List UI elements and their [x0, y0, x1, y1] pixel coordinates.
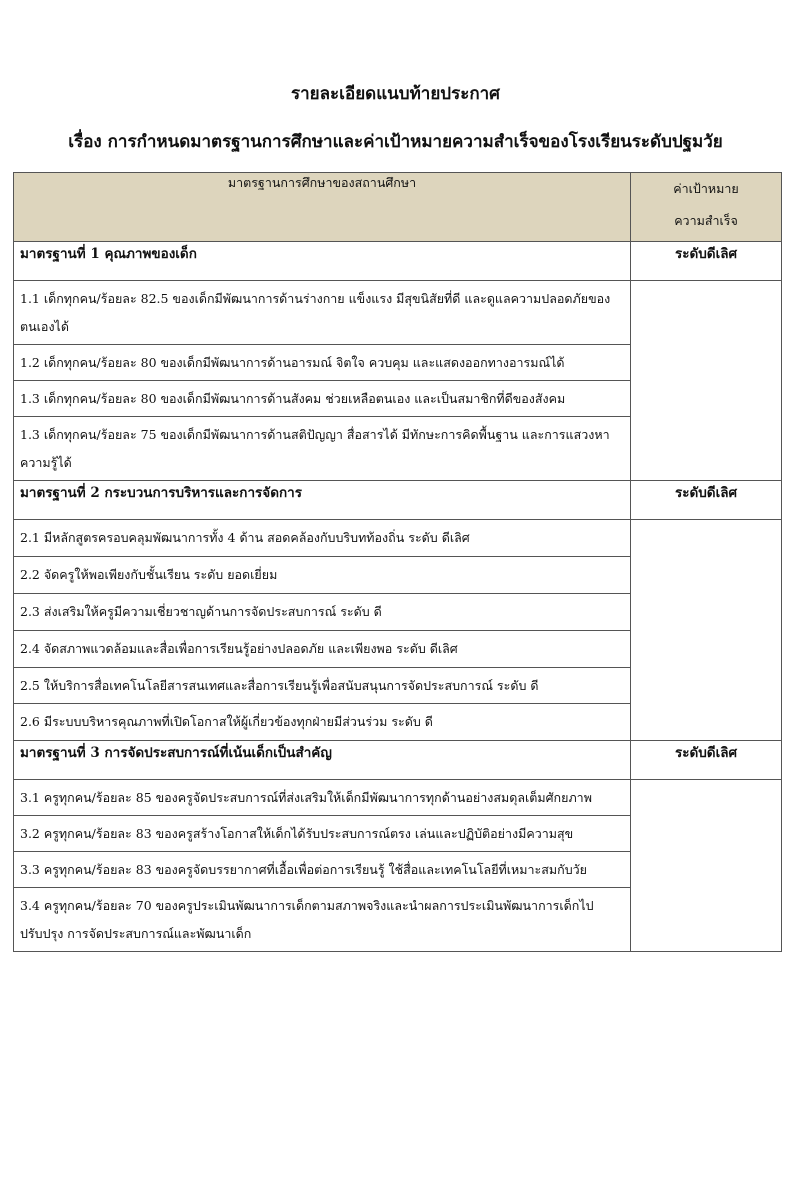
item-text: 3.3 ครูทุกคน/ร้อยละ 83 ของครูจัดบรรยากาศที่เอื้อเพื่อต่อการเรียนรู้ ใช้สื่อและเทคโนโลยีที่เหมาะสมกับวัย	[14, 852, 631, 888]
item-text: 3.1 ครูทุกคน/ร้อยละ 85 ของครูจัดประสบการณ์ที่ส่งเสริมให้เด็กมีพัฒนาการทุกด้านอย่างสมดุลเต็มศักยภาพ	[14, 780, 631, 816]
header-target-line1: ค่าเป้าหมาย	[673, 181, 739, 196]
header-target	[631, 173, 782, 242]
item-text: 1.3 เด็กทุกคน/ร้อยละ 80 ของเด็กมีพัฒนาการด้านสังคม ช่วยเหลือตนเอง และเป็นสมาชิกที่ดีของสังคม	[14, 381, 631, 417]
item-text: 3.2 ครูทุกคน/ร้อยละ 83 ของครูสร้างโอกาสให้เด็กได้รับประสบการณ์ตรง เล่นและปฏิบัติอย่างมีความสุข	[14, 816, 631, 852]
item-text: 1.3 เด็กทุกคน/ร้อยละ 75 ของเด็กมีพัฒนาการด้านสติปัญญา สื่อสารได้ มีทักษะการคิดพื้นฐาน และการแสวงหาความรู้ได้	[14, 417, 631, 481]
section-title: มาตรฐานที่ 3 การจัดประสบการณ์ที่เน้นเด็กเป็นสำคัญ	[14, 741, 631, 780]
target-blank-cell	[631, 281, 782, 481]
table-row	[14, 281, 782, 345]
section-row	[14, 242, 782, 281]
page-title: รายละเอียดแนบท้ายประกาศ	[291, 84, 500, 104]
item-text: 3.4 ครูทุกคน/ร้อยละ 70 ของครูประเมินพัฒนาการเด็กตามสภาพจริงและนำผลการประเมินพัฒนาการเด็กไปปรับปรุง การจัดประสบการณ์และพัฒนาเด็ก	[14, 888, 631, 952]
header-target-line2: ความสำเร็จ	[674, 213, 738, 228]
section-row	[14, 481, 782, 520]
item-text: 2.1 มีหลักสูตรครอบคลุมพัฒนาการทั้ง 4 ด้าน สอดคล้องกับบริบทท้องถิ่น ระดับ ดีเลิศ	[14, 520, 631, 557]
item-text: 2.4 จัดสภาพแวดล้อมและสื่อเพื่อการเรียนรู้อย่างปลอดภัย และเพียงพอ ระดับ ดีเลิศ	[14, 631, 631, 668]
section-1	[14, 242, 782, 481]
section-target: ระดับดีเลิศ	[631, 481, 782, 520]
section-target: ระดับดีเลิศ	[631, 741, 782, 780]
target-blank-cell	[631, 520, 782, 741]
page-subtitle: เรื่อง การกำหนดมาตรฐานการศึกษาและค่าเป้าหมายความสำเร็จของโรงเรียนระดับปฐมวัย	[68, 132, 723, 152]
standards-table	[13, 172, 782, 952]
section-title: มาตรฐานที่ 2 กระบวนการบริหารและการจัดการ	[14, 481, 631, 520]
header-standard: มาตรฐานการศึกษาของสถานศึกษา	[14, 173, 631, 242]
table-row	[14, 780, 782, 816]
item-text: 2.2 จัดครูให้พอเพียงกับชั้นเรียน ระดับ ยอดเยี่ยม	[14, 557, 631, 594]
item-text: 2.6 มีระบบบริหารคุณภาพที่เปิดโอกาสให้ผู้เกี่ยวข้องทุกฝ่ายมีส่วนร่วม ระดับ ดี	[14, 704, 631, 741]
table-row	[14, 520, 782, 557]
table-header-row	[14, 173, 782, 242]
section-3	[14, 741, 782, 952]
section-row	[14, 741, 782, 780]
section-2	[14, 481, 782, 741]
item-text: 1.2 เด็กทุกคน/ร้อยละ 80 ของเด็กมีพัฒนาการด้านอารมณ์ จิตใจ ควบคุม และแสดงออกทางอารมณ์ได้	[14, 345, 631, 381]
item-text: 2.3 ส่งเสริมให้ครูมีความเชี่ยวชาญด้านการจัดประสบการณ์ ระดับ ดี	[14, 594, 631, 631]
item-text: 2.5 ให้บริการสื่อเทคโนโลยีสารสนเทศและสื่อการเรียนรู้เพื่อสนับสนุนการจัดประสบการณ์ ระดับ ดี	[14, 668, 631, 704]
section-title: มาตรฐานที่ 1 คุณภาพของเด็ก	[14, 242, 631, 281]
section-target: ระดับดีเลิศ	[631, 242, 782, 281]
item-text: 1.1 เด็กทุกคน/ร้อยละ 82.5 ของเด็กมีพัฒนาการด้านร่างกาย แข็งแรง มีสุขนิสัยที่ดี และดูแลความปลอดภัยของตนเองได้	[14, 281, 631, 345]
target-blank-cell	[631, 780, 782, 952]
